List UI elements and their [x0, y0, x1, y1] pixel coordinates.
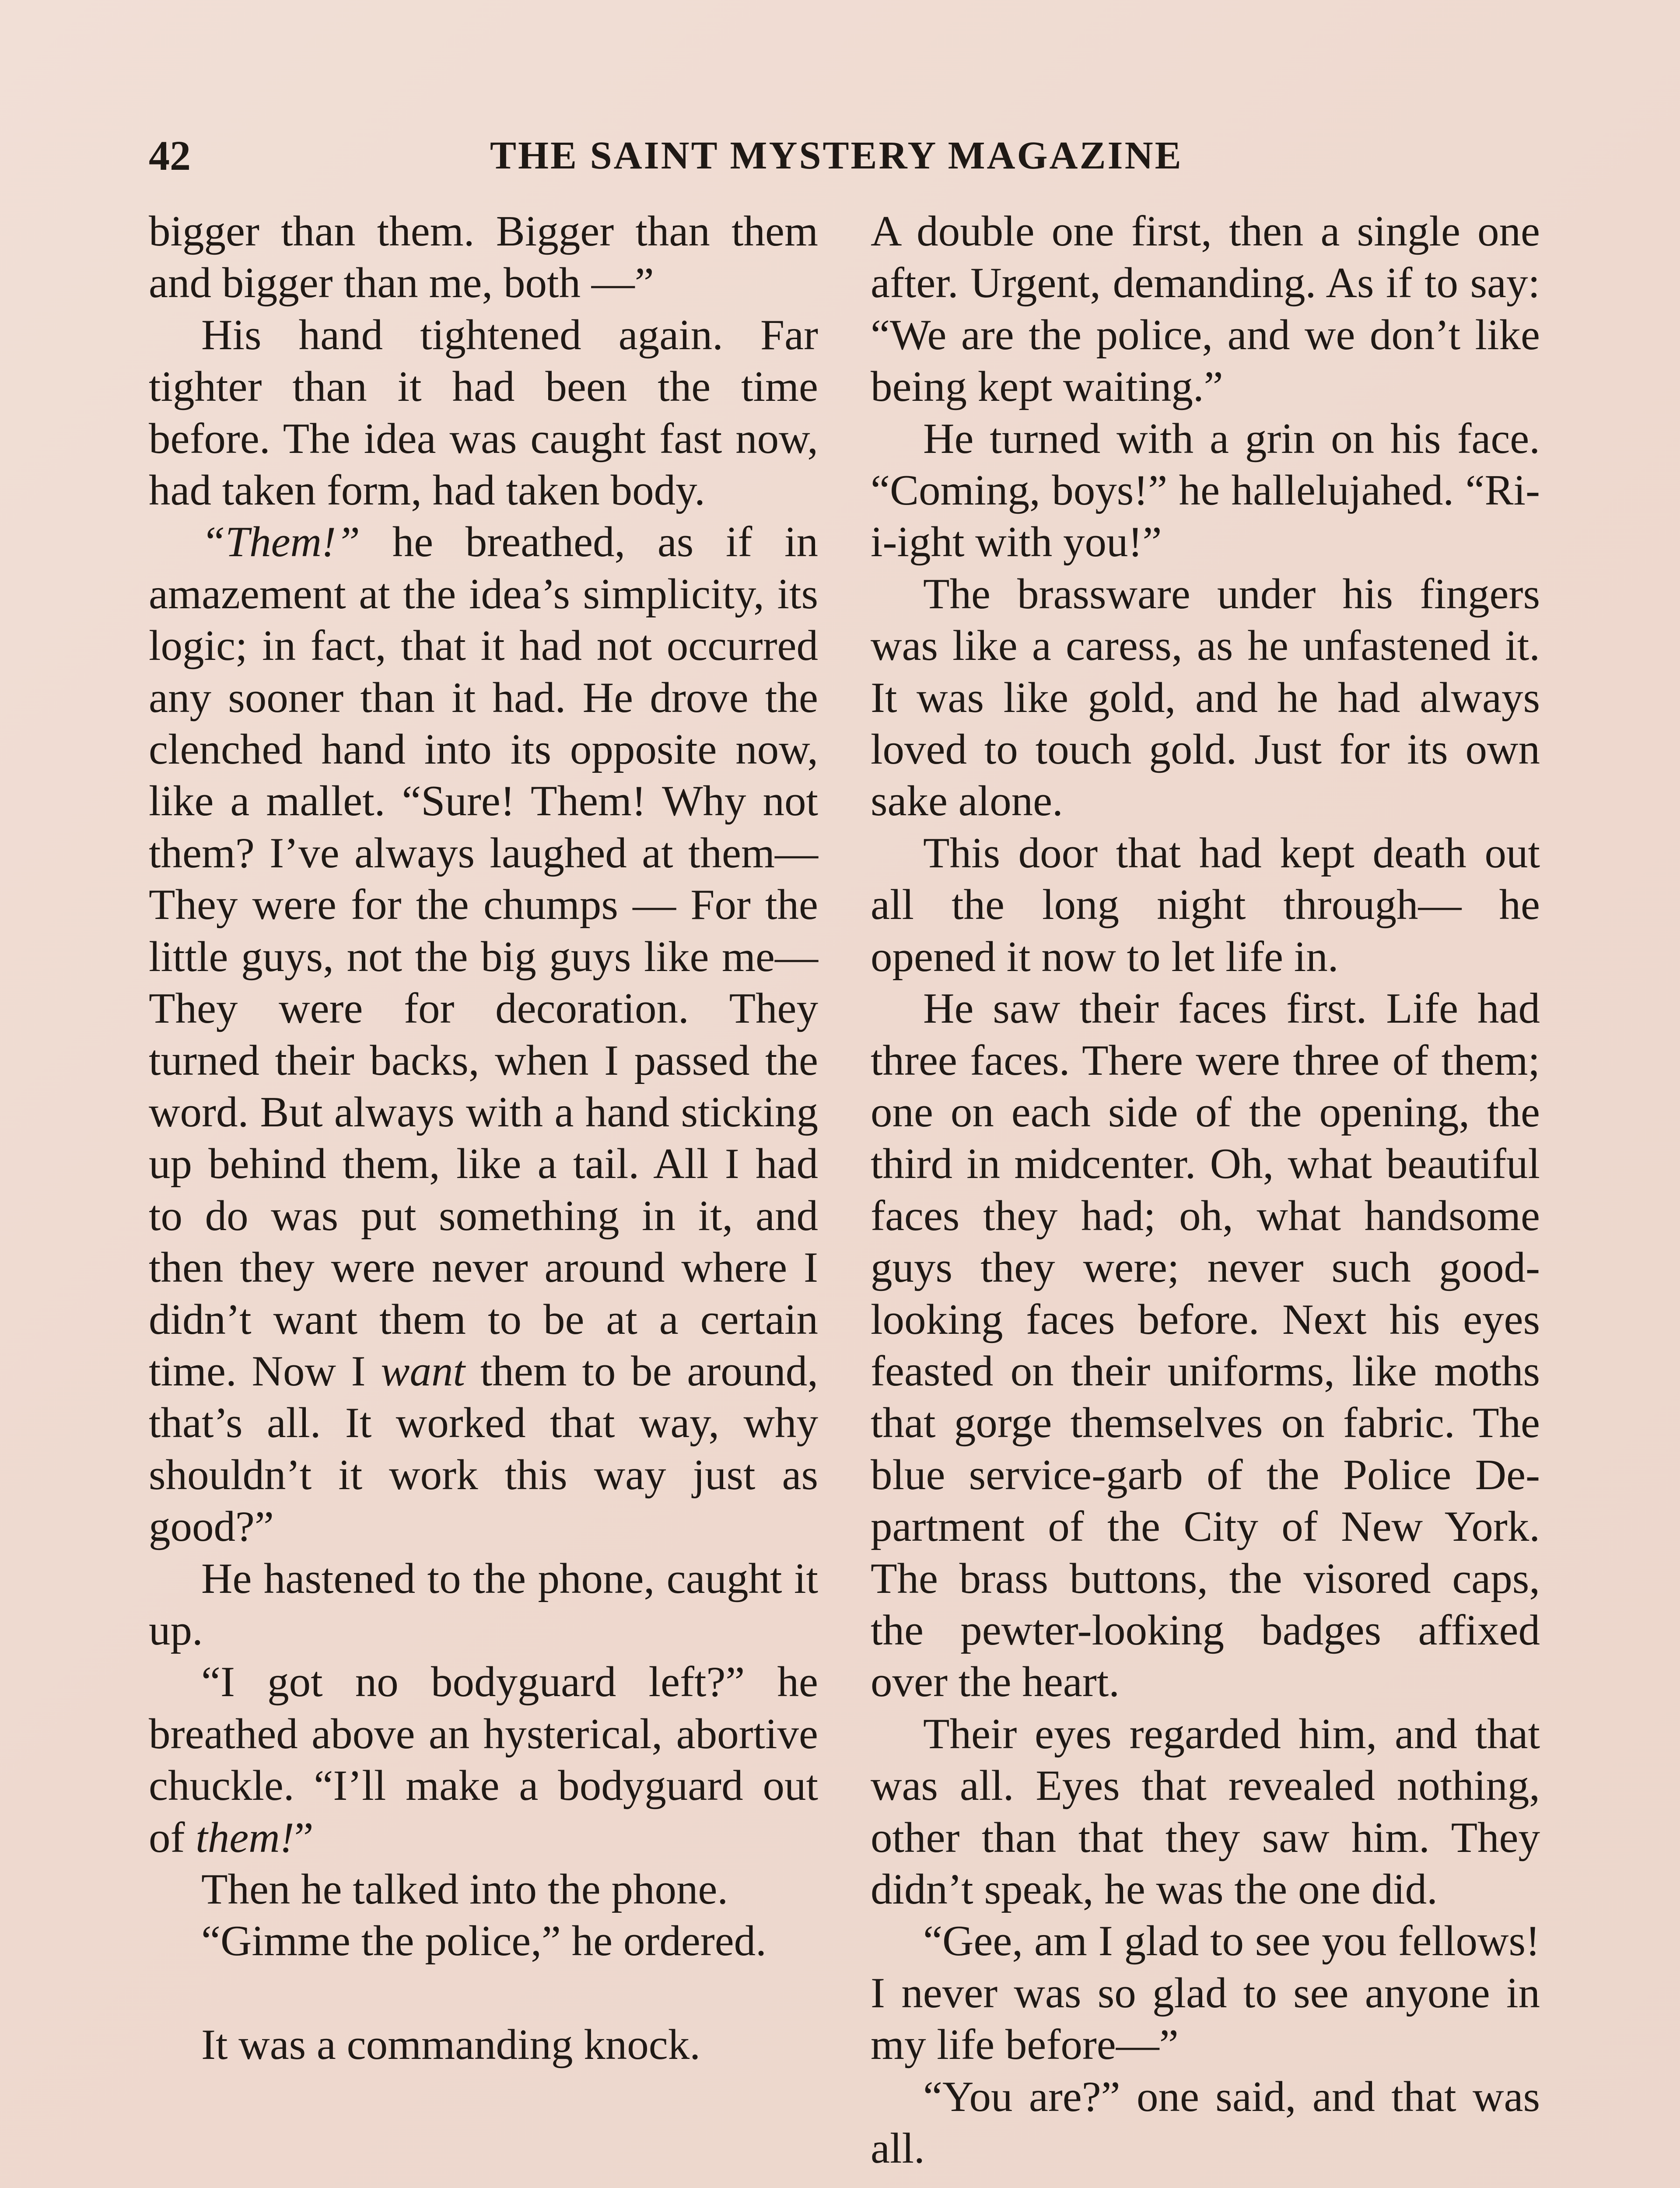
paragraph-text: he breathed, as if in amazement at the idea’s simplicity, its logic; in fact, that it had not occurred any sooner than it had. He drove the clenched hand into its opposite now, like a mallet. “Sure! Them! Why not them? I’ve always laughed at them—They were for the chumps — For the little guys, not the big guys like me—They were for decoration. They turned their backs, when I passed the word. But always with a hand sticking up behind them, like a tail. All I had to do was put something in it, and then they were never around where I didn’t want them to be at a certain time. Now I — [149, 518, 818, 1395]
emphasis-text: want — [381, 1347, 465, 1395]
page-number: 42 — [149, 132, 191, 179]
left-column — [149, 206, 818, 2071]
paragraph: His hand tightened again. Far tighter than it had been the time before. The idea was caught fast now, had taken form, had taken body. — [149, 311, 818, 515]
paragraph: A double one first, then a single one after. Urgent, demanding. As if to say: “We are the police, and we don’t like being kept waiting.” — [871, 207, 1540, 411]
paragraph — [149, 516, 818, 1553]
paragraph: Their eyes regarded him, and that was all. Eyes that revealed nothing, other than that they saw him. They didn’t speak, he was the one did. — [871, 1710, 1540, 1913]
paragraph: “You are?” one said, and that was all. — [871, 2072, 1540, 2173]
paragraph-text: them to be around, that’s all. It worked that way, why shouldn’t it work this way just as good?” — [149, 1347, 818, 1551]
paragraph: He saw their faces first. Life had three faces. There were three of them; one on each side of the opening, the third in midcenter. Oh, what beautiful faces they had; oh, what handsome guys they were; never such good-looking faces before. Next his eyes feasted on their uniforms, like moths that gorge themselves on fabric. The blue service-garb of the Police Department of the City of New York. The brass buttons, the visored caps, the pewter-looking badges affixed over the heart. — [871, 985, 1540, 1706]
paragraph: The brassware under his fingers was like a caress, as he unfastened it. It was like gold, and he had always loved to touch gold. Just for its own sake alone. — [871, 570, 1540, 825]
running-header — [149, 125, 1549, 186]
paragraph: “Gimme the police,” he ordered. — [201, 1917, 766, 1965]
paragraph: This door that had kept death out all the long night through— he opened it now to let life in. — [871, 829, 1540, 981]
magazine-title: THE SAINT MYSTERY MAGAZINE — [490, 134, 1183, 177]
paragraph-text: ” — [294, 1813, 314, 1862]
right-column — [871, 206, 1540, 2174]
paragraph: “Gee, am I glad to see you fellows! I never was so glad to see anyone in my life before—” — [871, 1917, 1540, 2069]
paragraph — [149, 1656, 818, 1864]
paragraph: bigger than them. Bigger than them and bigger than me, both —” — [149, 207, 818, 307]
paragraph: It was a commanding knock. — [201, 2020, 700, 2069]
paragraph: He hastened to the phone, caught it up. — [149, 1554, 818, 1654]
emphasis-text: “Them!” — [201, 518, 360, 566]
emphasis-text: them! — [196, 1813, 294, 1862]
paragraph: Then he talked into the phone. — [201, 1865, 728, 1913]
paragraph: He turned with a grin on his face. “Coming, boys!” he hallelujahed. “Ri-i-ight with you!” — [871, 414, 1540, 566]
paragraph-text: “I got no bodyguard left?” he breathed above an hysterical, abortive chuckle. “I’ll make a bodyguard out of — [149, 1658, 818, 1862]
